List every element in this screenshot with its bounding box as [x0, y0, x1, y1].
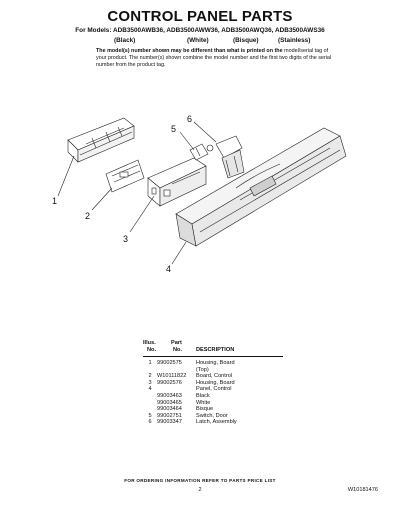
- callout-5: 5: [171, 124, 177, 134]
- ordering-footer: FOR ORDERING INFORMATION REFER TO PARTS PRICE LIST: [124, 478, 276, 483]
- page-number: 2: [198, 487, 202, 493]
- part-description: Latch, Assembly: [196, 419, 237, 426]
- models-line: For Models: ADB3500AWB36, ADB3500AWW36, ADB3500AWQ36, ADB3500AWS36: [75, 27, 325, 34]
- document-code: W10181476: [347, 487, 378, 493]
- table-row: [143, 367, 283, 374]
- part-number: 99002576: [157, 379, 182, 386]
- variant-black: (Black): [114, 37, 136, 44]
- header-part-top: Part: [171, 340, 182, 346]
- table-row: [143, 386, 283, 393]
- notice-bold: The model(s) number shown may be different than what is printed on the: [96, 48, 283, 54]
- notice-text: model/serial tag of your product. The number(s) shown combine the model number and the first two digits of the serial number from the product tag.: [96, 48, 332, 68]
- part-description: Black: [196, 392, 210, 399]
- illus-number: 1: [148, 360, 152, 366]
- part-number: W10111822: [157, 373, 187, 380]
- callout-1: 1: [52, 196, 58, 206]
- latch-assembly-part: [207, 136, 244, 178]
- model-notice: [96, 48, 336, 69]
- illus-number: 6: [148, 419, 152, 426]
- callout-2: 2: [85, 211, 91, 221]
- header-part-bottom: No.: [173, 347, 183, 353]
- parts-list-header: [143, 340, 283, 356]
- part-description: Switch, Door: [196, 412, 228, 419]
- header-rule: [143, 356, 283, 357]
- variant-bisque: (Bisque): [233, 37, 259, 44]
- table-row: [143, 413, 283, 420]
- table-row: [143, 419, 283, 426]
- board-housing-top-part: [68, 118, 134, 162]
- variant-stainless: (Stainless): [278, 37, 311, 44]
- callout-4: 4: [166, 264, 172, 274]
- illus-number: 5: [148, 412, 152, 419]
- part-description: Bisque: [196, 406, 214, 413]
- page-title: CONTROL PANEL PARTS: [107, 8, 293, 25]
- parts-rows: [143, 360, 283, 426]
- table-row: [143, 373, 283, 380]
- part-number: 99003464: [157, 406, 182, 413]
- header-illus-top: Illus.: [143, 340, 156, 346]
- part-description: White: [196, 399, 211, 406]
- part-number: 99002575: [157, 360, 182, 366]
- part-description: Board, Control: [196, 373, 233, 380]
- part-description: Panel, Control: [196, 386, 232, 393]
- part-number: 99002751: [157, 412, 182, 419]
- part-number: 99003347: [157, 419, 182, 426]
- part-description: Housing, Board: [196, 379, 235, 386]
- table-row: [143, 406, 283, 413]
- table-row: [143, 380, 283, 387]
- table-row: [143, 393, 283, 400]
- control-board-part: [106, 160, 144, 192]
- callout-3: 3: [123, 234, 129, 244]
- exploded-parts-diagram: [40, 92, 370, 282]
- door-switch-part: [190, 144, 208, 160]
- illus-number: 3: [148, 379, 152, 386]
- table-row: [143, 400, 283, 407]
- header-illus-bottom: No.: [147, 347, 157, 353]
- part-number: 99003463: [157, 392, 182, 399]
- part-number: 99003465: [157, 399, 182, 406]
- variant-white: (White): [187, 37, 209, 44]
- part-description: Housing, Board: [196, 360, 235, 366]
- part-description: (Top): [196, 366, 209, 373]
- illus-number: 4: [148, 386, 152, 393]
- illus-number: 2: [148, 373, 152, 380]
- table-row: [143, 360, 283, 367]
- header-description: DESCRIPTION: [196, 347, 235, 353]
- board-housing-part: [148, 158, 206, 206]
- parts-list-table: [143, 340, 283, 426]
- model-variants: [0, 37, 400, 46]
- callout-6: 6: [187, 114, 193, 124]
